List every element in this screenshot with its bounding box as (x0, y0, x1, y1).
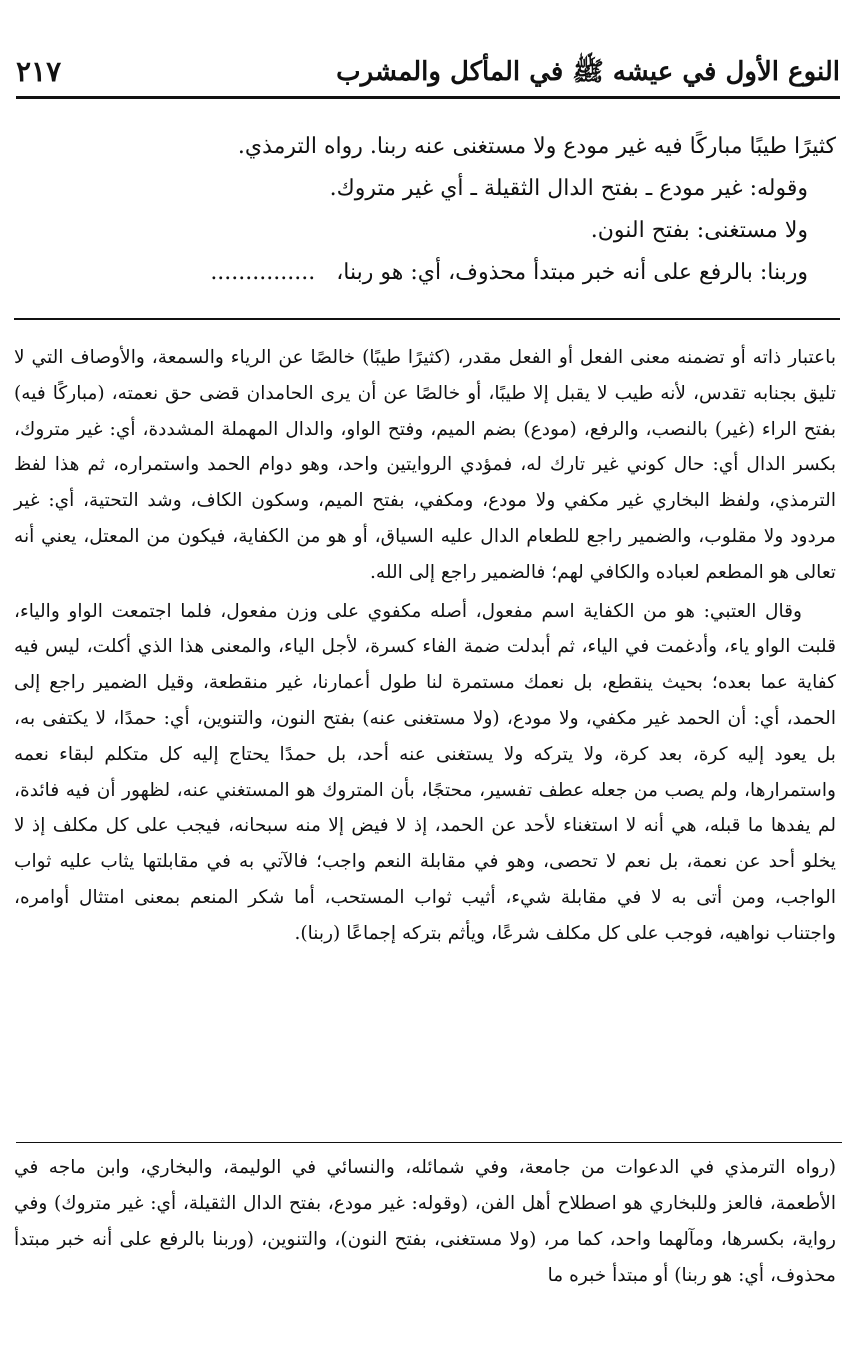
section-divider (14, 318, 840, 320)
footnote-text (14, 1150, 836, 1294)
matn-line: وقوله: غير مودع ـ بفتح الدال الثقيلة ـ أي غير متروك. (329, 176, 808, 201)
matn-line: ولا مستغنى: بفتح النون. (590, 218, 808, 243)
commentary-text (14, 340, 836, 952)
matn-line-text: وربنا: بالرفع على أنه خبر مبتدأ محذوف، أي: هو ربنا، (336, 260, 808, 285)
matn-text (32, 126, 836, 294)
commentary-paragraph: وقال العتبي: هو من الكفاية اسم مفعول، أصله مكفوي على وزن مفعول، فلما اجتمعت الواو والياء، قلبت الواو ياء، وأدغمت في الياء، ثم أبدلت ضمة الفاء كسرة، لأجل الياء، والمعنى هذا الذي أكلت، ليس فيه كفاية عما بعده؛ بحيث ينقطع، بل نعمك مستمرة لنا طول أعمارنا، غير منقطعة، وقيل الضمير راجع إلى الحمد، أي: أن الحمد غير مكفي، ولا مودع، (ولا مستغنى عنه) بفتح النون، والتنوين، أي: حمدًا، لا يكتفى به، بل يعود إليه كرة، بعد كرة، ولا يتركه ولا يستغنى عنه أحد، بل حمدًا يحتاج إليه كل متكلم لبقاء نعمه واستمرارها، ولم يصب من جعله عطف تفسير، محتجًا، بأن المتروك هو المستغني عنه، لظهور أن فيه فائدة، لم يفدها ما قبله، هي أنه لا استغناء لأحد عن الحمد، إذ لا فيض إلا منه سبحانه، فيجب على كل مكلف إذ لا يخلو أحد عن نعمة، بل نعم لا تحصى، وهو في مقابلة النعم واجب؛ فالآتي به في مقابلتها يثاب عليه ثواب الواجب، ومن أتى به لا في مقابلة شيء، أثيب ثواب المستحب، أما شكر المنعم بمعنى امتثال أوامره، واجتناب نواهيه، فوجب على كل مكلف شرعًا، ويأثم بتركه إجماعًا (ربنا). (14, 600, 836, 944)
commentary-paragraph: باعتبار ذاته أو تضمنه معنى الفعل أو الفعل مقدر، (كثيرًا طيبًا) خالصًا عن الرياء والسمعة، والأوصاف التي لا تليق بجنابه تقدس، لأنه طيب لا يقبل إلا طيبًا، أو خالصًا عن أن يرى الحامدان قضى حق نعمته، (مباركًا فيه) بفتح الراء (غير) بالنصب، والرفع، (مودع) بضم الميم، وفتح الواو، والدال المهملة المشددة، أي: غير متروك، بكسر الدال أي: حال كوني غير تارك له، فمؤدي الروايتين واحد، وهو دوام الحمد واستمراره، ثم هذا لفظ الترمذي، ولفظ البخاري غير مكفي ولا مودع، ومكفي، بفتح الميم، وسكون الكاف، وشد التحتية، أي: غير مردود ولا مقلوب، والضمير راجع للطعام الدال عليه السياق، أو هو من الكفاية، فيكون من المعتل، يعني أنه تعالى هو المطعم لعباده والكافي لهم؛ فالضمير راجع إلى الله. (14, 347, 836, 583)
page-number: ٢١٧ (16, 55, 62, 88)
ellipsis-dots: ............... (210, 260, 316, 285)
header-title: النوع الأول في عيشه ﷺ في المأكل والمشرب (336, 57, 840, 87)
matn-line (32, 252, 836, 294)
footnote-divider (16, 1142, 842, 1143)
matn-line: كثيرًا طيبًا مباركًا فيه غير مودع ولا مستغنى عنه ربنا. رواه الترمذي. (237, 134, 836, 159)
footnote-paragraph: (رواه الترمذي في الدعوات من جامعة، وفي شمائله، والنسائي في الوليمة، والبخاري، وابن ماجه في الأطعمة، فالعز وللبخاري هو اصطلاح أهل الفن، (وقوله: غير مودع، بفتح الدال الثقيلة، أي: غير متروك) وفي رواية، بكسرها، ومآلهما واحد، كما مر، (ولا مستغنى، بفتح النون)، والتنوين، (وربنا بالرفع على أنه خبر مبتدأ محذوف، أي: هو ربنا) أو مبتدأ خبره ما (14, 1157, 836, 1286)
running-header (16, 46, 840, 99)
